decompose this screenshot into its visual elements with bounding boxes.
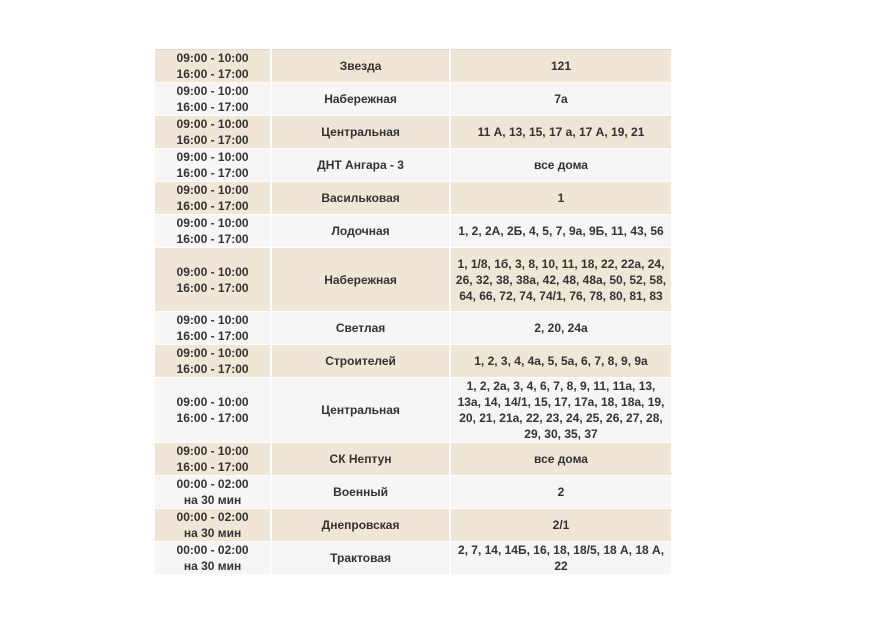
time-cell xyxy=(155,116,271,149)
time-range: 16:00 - 17:00 xyxy=(176,133,249,147)
street-cell: Центральная xyxy=(271,378,450,443)
table-row xyxy=(155,215,671,248)
time-range: 16:00 - 17:00 xyxy=(176,166,249,180)
outage-schedule-table xyxy=(155,49,671,575)
time-cell xyxy=(155,542,271,575)
time-range: 16:00 - 17:00 xyxy=(176,460,249,474)
time-range: 16:00 - 17:00 xyxy=(176,67,249,81)
table-row xyxy=(155,345,671,378)
houses-cell: 2, 20, 24а xyxy=(450,312,671,345)
table-row xyxy=(155,248,671,312)
street-cell: Лодочная xyxy=(271,215,450,248)
time-cell xyxy=(155,378,271,443)
time-range: 09:00 - 10:00 xyxy=(176,117,249,131)
time-range: 00:00 - 02:00 xyxy=(176,477,249,491)
houses-cell: 1, 2, 2А, 2Б, 4, 5, 7, 9а, 9Б, 11, 43, 56 xyxy=(450,215,671,248)
street-cell: Светлая xyxy=(271,312,450,345)
time-cell xyxy=(155,509,271,542)
time-range: 09:00 - 10:00 xyxy=(176,216,249,230)
houses-cell: все дома xyxy=(450,149,671,182)
houses-cell: 2/1 xyxy=(450,509,671,542)
street-cell: Строителей xyxy=(271,345,450,378)
houses-cell: 1, 2, 2а, 3, 4, 6, 7, 8, 9, 11, 11а, 13, 13а, 14, 14/1, 15, 17, 17а, 18, 18а, 19, 20, 21, 21а, 22, 23, 24, 25, 26, 27, 28, 29, 30, 35, 37 xyxy=(450,378,671,443)
time-range: на 30 мин xyxy=(183,526,242,540)
time-range: 16:00 - 17:00 xyxy=(176,362,249,376)
time-range: 16:00 - 17:00 xyxy=(176,411,249,425)
time-range: 00:00 - 02:00 xyxy=(176,543,249,557)
street-cell: Набережная xyxy=(271,248,450,312)
time-range: 09:00 - 10:00 xyxy=(176,183,249,197)
table-row xyxy=(155,116,671,149)
street-cell: ДНТ Ангара - 3 xyxy=(271,149,450,182)
houses-cell: 1, 1/8, 1б, 3, 8, 10, 11, 18, 22, 22а, 24, 26, 32, 38, 38а, 42, 48, 48а, 50, 52, 58, 64, 66, 72, 74, 74/1, 76, 78, 80, 81, 83 xyxy=(450,248,671,312)
time-range: на 30 мин xyxy=(183,559,242,573)
houses-cell: 1, 2, 3, 4, 4а, 5, 5а, 6, 7, 8, 9, 9а xyxy=(450,345,671,378)
street-cell: Военный xyxy=(271,476,450,509)
time-range: 16:00 - 17:00 xyxy=(176,232,249,246)
time-cell xyxy=(155,248,271,312)
time-range: 16:00 - 17:00 xyxy=(176,100,249,114)
table-row xyxy=(155,542,671,575)
street-cell: Васильковая xyxy=(271,182,450,215)
time-range: 16:00 - 17:00 xyxy=(176,199,249,213)
time-range: 09:00 - 10:00 xyxy=(176,346,249,360)
time-range: на 30 мин xyxy=(183,493,242,507)
time-range: 09:00 - 10:00 xyxy=(176,264,249,279)
time-cell xyxy=(155,443,271,476)
time-cell xyxy=(155,149,271,182)
table-row xyxy=(155,312,671,345)
time-range: 09:00 - 10:00 xyxy=(176,51,249,65)
time-range: 09:00 - 10:00 xyxy=(176,395,249,409)
street-cell: Трактовая xyxy=(271,542,450,575)
time-cell xyxy=(155,50,271,83)
table-row xyxy=(155,509,671,542)
table-row xyxy=(155,182,671,215)
table-row xyxy=(155,476,671,509)
houses-cell: 11 А, 13, 15, 17 а, 17 А, 19, 21 xyxy=(450,116,671,149)
time-range: 09:00 - 10:00 xyxy=(176,84,249,98)
time-range: 00:00 - 02:00 xyxy=(176,510,249,524)
time-range: 09:00 - 10:00 xyxy=(176,150,249,164)
time-cell xyxy=(155,476,271,509)
street-cell: Набережная xyxy=(271,83,450,116)
table-row xyxy=(155,50,671,83)
time-range: 16:00 - 17:00 xyxy=(176,329,249,343)
time-cell xyxy=(155,345,271,378)
street-cell: Звезда xyxy=(271,50,450,83)
table-row xyxy=(155,149,671,182)
time-range: 16:00 - 17:00 xyxy=(176,280,249,295)
houses-cell: все дома xyxy=(450,443,671,476)
houses-cell: 2, 7, 14, 14Б, 16, 18, 18/5, 18 А, 18 А, 22 xyxy=(450,542,671,575)
houses-cell: 7а xyxy=(450,83,671,116)
street-cell: СК Нептун xyxy=(271,443,450,476)
time-range: 09:00 - 10:00 xyxy=(176,444,249,458)
table-row xyxy=(155,83,671,116)
table-row xyxy=(155,378,671,443)
time-range: 09:00 - 10:00 xyxy=(176,313,249,327)
houses-cell: 1 xyxy=(450,182,671,215)
time-cell xyxy=(155,182,271,215)
time-cell xyxy=(155,312,271,345)
time-cell xyxy=(155,215,271,248)
time-cell xyxy=(155,83,271,116)
street-cell: Днепровская xyxy=(271,509,450,542)
table-row xyxy=(155,443,671,476)
houses-cell: 2 xyxy=(450,476,671,509)
houses-cell: 121 xyxy=(450,50,671,83)
street-cell: Центральная xyxy=(271,116,450,149)
